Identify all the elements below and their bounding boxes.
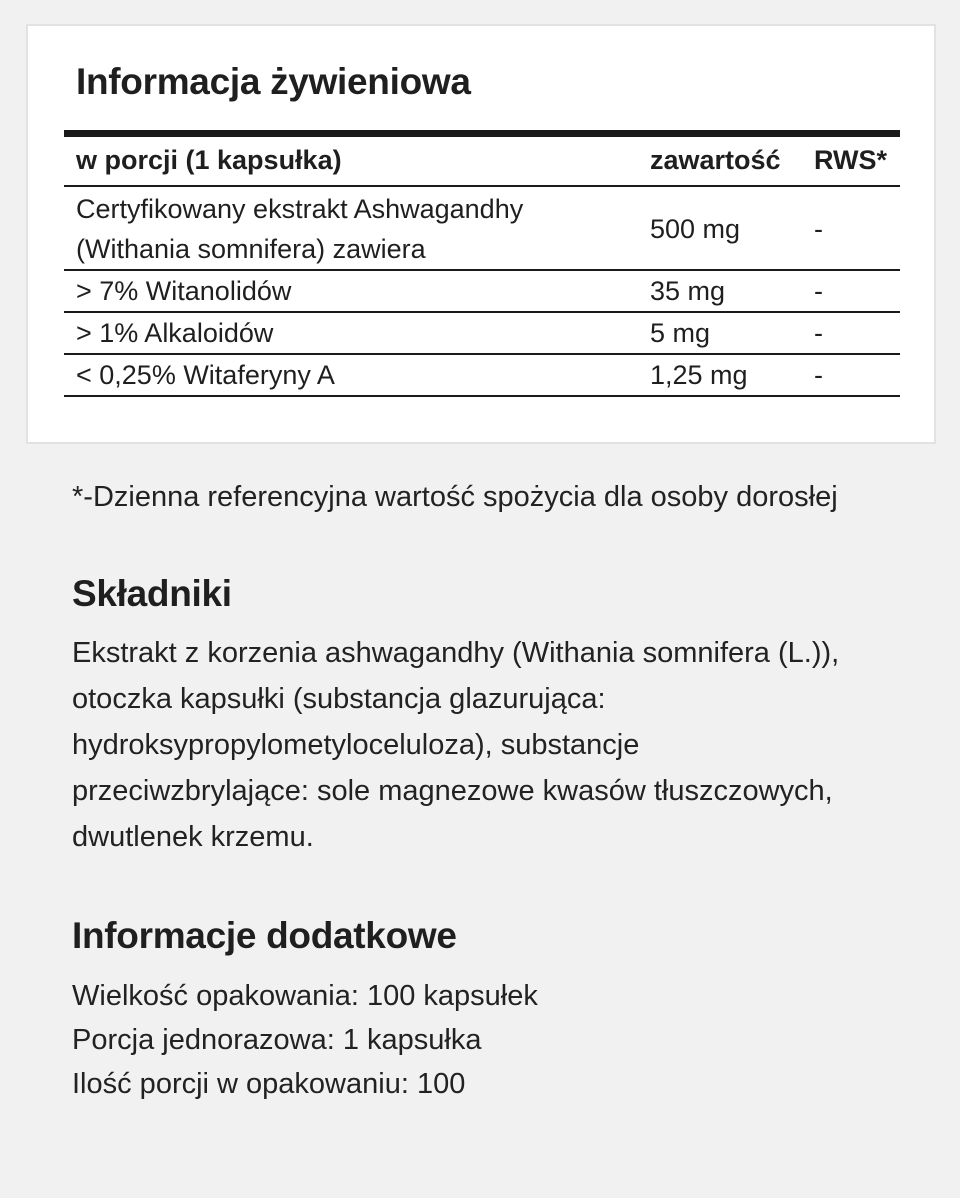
table-row bbox=[64, 354, 900, 396]
list-item: Porcja jednorazowa: 1 kapsułka bbox=[72, 1024, 482, 1056]
row-name: > 1% Alkaloidów bbox=[64, 312, 638, 354]
row-amount: 500 mg bbox=[638, 186, 802, 270]
nutrition-table bbox=[64, 130, 900, 397]
row-rws: - bbox=[802, 312, 900, 354]
row-rws: - bbox=[802, 354, 900, 396]
row-amount: 35 mg bbox=[638, 270, 802, 312]
ingredients-text: Ekstrakt z korzenia ashwagandhy (Withania somnifera (L.)), otoczka kapsułki (substancja glazurująca: hydroksypropylometyloceluloza), substancje przeciwzbrylające: sole magnezowe kwasów tłuszczowych, dwutlenek krzemu. bbox=[72, 637, 840, 853]
row-rws: - bbox=[802, 270, 900, 312]
row-name: < 0,25% Witaferyny A bbox=[64, 354, 638, 396]
table-row bbox=[64, 270, 900, 312]
table-row bbox=[64, 186, 900, 270]
header-serving: w porcji (1 kapsułka) bbox=[76, 145, 342, 176]
header-rws: RWS* bbox=[814, 145, 888, 176]
row-name-line: (Withania somnifera) zawiera bbox=[76, 233, 426, 264]
rws-footnote: *-Dzienna referencyjna wartość spożycia dla osoby dorosłej bbox=[72, 481, 838, 513]
list-item: Wielkość opakowania: 100 kapsułek bbox=[72, 980, 538, 1012]
table-row bbox=[64, 312, 900, 354]
row-amount: 1,25 mg bbox=[638, 354, 802, 396]
row-amount: 5 mg bbox=[638, 312, 802, 354]
header-amount: zawartość bbox=[650, 145, 781, 176]
nutrition-title: Informacja żywieniowa bbox=[76, 61, 471, 102]
ingredients-title: Składniki bbox=[72, 573, 232, 614]
list-item: Ilość porcji w opakowaniu: 100 bbox=[72, 1068, 466, 1100]
additional-info-title: Informacje dodatkowe bbox=[72, 915, 457, 956]
row-name: > 7% Witanolidów bbox=[64, 270, 638, 312]
nutrition-card bbox=[26, 24, 936, 444]
row-name-line: Certyfikowany ekstrakt Ashwagandhy bbox=[76, 193, 524, 224]
row-name bbox=[64, 186, 638, 270]
row-rws: - bbox=[802, 186, 900, 270]
nutrition-header-row bbox=[64, 134, 900, 186]
additional-info-list bbox=[72, 974, 936, 1106]
